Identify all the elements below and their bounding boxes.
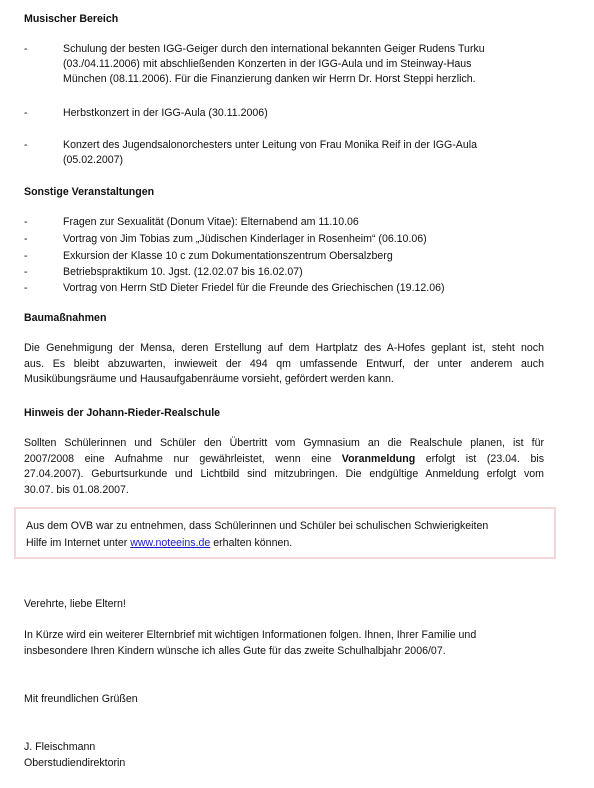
paragraph-line: Die Genehmigung der Mensa, deren Erstellung auf dem Hartplatz des A-Hofes geplant ist, steht noch (24, 342, 544, 354)
paragraph-text: erfolgt ist (23.04. bis (415, 452, 544, 465)
signature-block (24, 740, 544, 771)
paragraph-line: 27.04.2007). Geburtsurkunde und Lichtbild sind mitzubringen. Die endgültige Anmeldung erfolgt vom (24, 468, 544, 480)
paragraph-line: In Kürze wird ein weiterer Elternbrief mit wichtigen Informationen folgen. Ihnen, Ihrer Familie und (24, 629, 477, 641)
noteeins-link[interactable]: www.noteeins.de (130, 537, 211, 549)
list-item-text: Fragen zur Sexualität (Donum Vitae): Elternabend am 11.10.06 (63, 216, 359, 228)
list-dash: - (24, 233, 28, 245)
signatory-title: Oberstudiendirektorin (24, 756, 126, 769)
paragraph-line: Sollten Schülerinnen und Schüler den Übertritt vom Gymnasium an die Realschule planen, ist für (24, 437, 544, 449)
list-item-line: Herbstkonzert in der IGG-Aula (30.11.2006) (63, 107, 268, 119)
heading-baumassnahmen: Baumaßnahmen (24, 312, 107, 324)
list-dash: - (24, 266, 28, 278)
paragraph-text: 2007/2008 eine Aufnahme nur gewährleistet, wenn eine (24, 452, 342, 465)
ovb-line: Aus dem OVB war zu entnehmen, dass Schülerinnen und Schüler bei schulischen Schwierigkeiten (26, 520, 489, 532)
ovb-notice-text (26, 518, 546, 552)
list-item-text: Vortrag von Jim Tobias zum „Jüdischen Kinderlager in Rosenheim“ (06.10.06) (63, 233, 427, 245)
list-item-line: München (08.11.2006). Für die Finanzierung danken wir Herrn Dr. Horst Steppi herzlich. (63, 73, 476, 85)
heading-musischer-bereich: Musischer Bereich (24, 13, 119, 25)
greeting: Mit freundlichen Grüßen (24, 693, 138, 705)
heading-sonstige-veranstaltungen: Sonstige Veranstaltungen (24, 186, 155, 198)
paragraph-baumassnahmen (24, 341, 544, 388)
list-dash: - (24, 43, 28, 55)
list-item-line: Schulung der besten IGG-Geiger durch den international bekannten Geiger Rudens Turku (63, 43, 485, 55)
salutation: Verehrte, liebe Eltern! (24, 598, 126, 610)
paragraph-hinweis (24, 436, 544, 498)
voranmeldung-bold: Voranmeldung (341, 452, 416, 465)
signatory-name: J. Fleischmann (24, 741, 96, 753)
paragraph-line: Musikübungsräume und Hausaufgabenräume vorsieht, gefördert werden kann. (24, 373, 394, 385)
list-item-text: Vortrag von Herrn StD Dieter Friedel für die Freunde des Griechischen (19.12.06) (63, 282, 445, 294)
list-item-text: Betriebspraktikum 10. Jgst. (12.02.07 bis 16.02.07) (63, 266, 303, 278)
list-item-line: (05.02.2007) (63, 154, 124, 166)
closing-paragraph (24, 628, 544, 659)
list-dash: - (24, 107, 28, 119)
paragraph-line: insbesondere Ihren Kindern wünsche ich alles Gute für das zweite Schulhalbjahr 2006/07. (24, 644, 446, 657)
list-item-text: Exkursion der Klasse 10 c zum Dokumentationszentrum Obersalzberg (63, 250, 393, 262)
paragraph-line: aus. Es bleibt abzuwarten, inwieweit der 494 qm umfassende Entwurf, der unter anderem auch (24, 357, 544, 370)
list-item-line: Konzert des Jugendsalonorchesters unter Leitung von Frau Monika Reif in der IGG-Aula (63, 139, 477, 151)
list-dash: - (24, 216, 28, 228)
ovb-text: Hilfe im Internet unter (26, 537, 131, 549)
list-dash: - (24, 139, 28, 151)
ovb-notice-box (14, 507, 556, 559)
list-dash: - (24, 282, 28, 294)
list-dash: - (24, 250, 28, 262)
list-item-line: (03./04.11.2006) mit abschließenden Konzerten in der IGG-Aula und im Steinway-Haus (63, 58, 472, 70)
heading-hinweis-realschule: Hinweis der Johann-Rieder-Realschule (24, 407, 221, 419)
paragraph-line: 30.07. bis 01.08.2007. (24, 483, 129, 496)
paragraph-line (24, 452, 544, 468)
ovb-line (26, 535, 546, 552)
ovb-text: erhalten können. (210, 537, 293, 549)
